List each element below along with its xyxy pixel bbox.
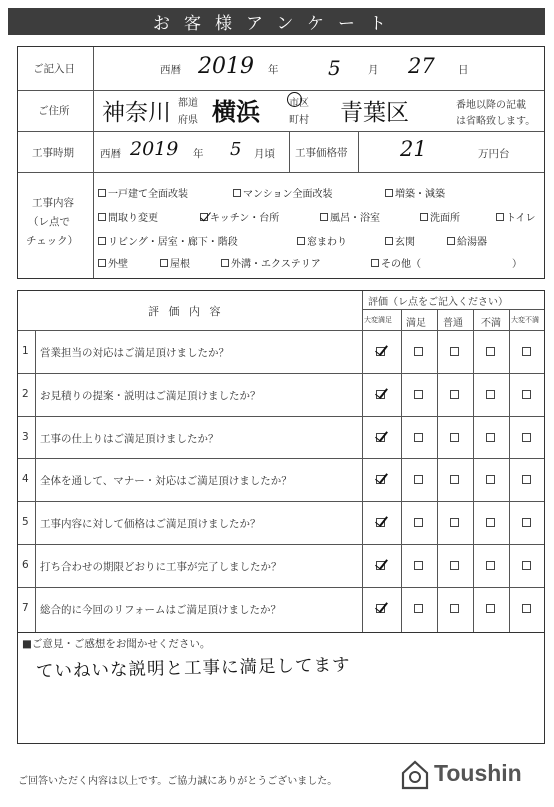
work-option-label: 洗面所 <box>430 213 460 224</box>
work-option-label: マンション全面改装 <box>243 189 333 200</box>
scale-label-neutral: 普通 <box>443 318 463 329</box>
date-day-value[interactable]: 27 <box>408 54 435 78</box>
question-text: 総合的に今回のリフォームはご満足頂けましたか？ <box>40 604 281 616</box>
rating-checkbox[interactable] <box>486 604 495 613</box>
rating-checkbox[interactable] <box>450 561 459 570</box>
date-month-unit: 月 <box>368 64 379 76</box>
work-option-label: その他（ <box>381 259 421 270</box>
period-year-unit: 年 <box>193 148 204 160</box>
rating-checkbox-checked[interactable] <box>376 347 385 356</box>
work-option[interactable] <box>98 209 158 224</box>
rating-checkbox-checked[interactable] <box>376 561 385 570</box>
rating-checkbox-checked[interactable] <box>376 604 385 613</box>
rating-checkbox[interactable] <box>522 518 531 527</box>
work-option[interactable] <box>420 209 460 224</box>
work-checkbox[interactable] <box>447 237 455 245</box>
period-month-value[interactable]: 5 <box>230 139 242 160</box>
question-text: お見積りの提案・説明はご満足頂けましたか？ <box>40 390 261 402</box>
work-option[interactable] <box>221 255 321 270</box>
rating-checkbox-checked[interactable] <box>376 433 385 442</box>
address-label: ご住所 <box>38 105 70 117</box>
work-option-label: 外壁 <box>108 259 128 270</box>
question-number: 3 <box>22 431 29 443</box>
work-option-label: キッチン・台所 <box>210 213 280 224</box>
work-label-line3: チェック） <box>26 235 79 247</box>
work-checkbox[interactable] <box>297 237 305 245</box>
address-note-line2: は省略致します。 <box>456 116 536 127</box>
price-unit: 万円台 <box>478 148 510 160</box>
price-label: 工事価格帯 <box>295 147 348 159</box>
question-text: 打ち合わせの期限どおりに工事が完了しましたか？ <box>40 561 282 573</box>
date-day-unit: 日 <box>458 64 469 76</box>
house-logo-icon <box>400 758 430 790</box>
work-checkbox[interactable] <box>98 189 106 197</box>
question-number: 1 <box>22 345 29 357</box>
work-option-label: 玄関 <box>395 237 415 248</box>
date-year-value[interactable]: 2019 <box>198 54 254 79</box>
rating-checkbox[interactable] <box>486 518 495 527</box>
work-option-label: 屋根 <box>170 259 190 270</box>
rating-checkbox[interactable] <box>522 475 531 484</box>
work-checkbox-checked[interactable] <box>200 213 208 221</box>
date-era: 西暦 <box>160 64 181 76</box>
work-option[interactable] <box>98 185 188 200</box>
work-checkbox[interactable] <box>98 213 106 221</box>
rating-checkbox[interactable] <box>486 390 495 399</box>
work-option[interactable] <box>320 209 380 224</box>
work-option[interactable] <box>98 255 128 270</box>
work-option[interactable] <box>160 255 190 270</box>
work-checkbox[interactable] <box>98 259 106 267</box>
rating-checkbox[interactable] <box>450 604 459 613</box>
comments-prompt: ■ご意見・ご感想をお聞かせください。 <box>22 638 211 650</box>
rating-checkbox[interactable] <box>414 433 423 442</box>
question-number: 5 <box>22 516 29 528</box>
scale-label-very-satisfied: 大変満足 <box>364 316 392 324</box>
work-option-label: 給湯器 <box>457 237 487 248</box>
work-checkbox[interactable] <box>221 259 229 267</box>
city-suffix-bottom: 町村 <box>289 115 309 126</box>
period-year-value[interactable]: 2019 <box>130 138 179 160</box>
rating-checkbox[interactable] <box>414 518 423 527</box>
ward-value[interactable]: 青葉区 <box>340 100 409 126</box>
work-option[interactable] <box>200 209 279 224</box>
rating-checkbox-checked[interactable] <box>376 390 385 399</box>
work-option[interactable] <box>371 255 421 270</box>
survey-rating-header: 評価（レ点をご記入ください） <box>368 297 508 308</box>
address-note-line1: 番地以降の記載 <box>456 100 526 111</box>
pref-suffix-top: 都道 <box>178 98 198 109</box>
work-option-label: 窓まわり <box>307 237 347 248</box>
question-number: 7 <box>22 602 29 614</box>
work-checkbox[interactable] <box>98 237 106 245</box>
footer-note: ご回答いただく内容は以上です。ご協力誠にありがとうございました。 <box>18 776 338 787</box>
price-value[interactable]: 21 <box>400 137 427 161</box>
work-option[interactable] <box>233 185 333 200</box>
scale-label-very-dissatisfied: 大変不満 <box>511 316 539 324</box>
work-option[interactable] <box>447 233 487 248</box>
work-checkbox[interactable] <box>371 259 379 267</box>
rating-checkbox[interactable] <box>414 347 423 356</box>
rating-checkbox[interactable] <box>450 347 459 356</box>
work-option[interactable] <box>496 209 536 224</box>
city-suffix-top: 市区 <box>289 98 309 109</box>
date-month-value[interactable]: 5 <box>328 56 341 80</box>
city-value[interactable]: 横浜 <box>212 97 260 126</box>
work-checkbox[interactable] <box>233 189 241 197</box>
rating-checkbox[interactable] <box>414 390 423 399</box>
prefecture-value[interactable]: 神奈川 <box>102 100 171 126</box>
rating-checkbox-checked[interactable] <box>376 475 385 484</box>
rating-checkbox[interactable] <box>486 561 495 570</box>
rating-checkbox[interactable] <box>450 390 459 399</box>
form-title: お客様アンケート <box>8 8 545 35</box>
scale-label-satisfied: 満足 <box>406 318 426 329</box>
rating-checkbox[interactable] <box>486 475 495 484</box>
period-era: 西暦 <box>100 148 121 160</box>
pref-suffix-bottom: 府県 <box>178 115 198 126</box>
rating-checkbox[interactable] <box>522 390 531 399</box>
work-option[interactable] <box>297 233 347 248</box>
work-checkbox[interactable] <box>385 189 393 197</box>
work-checkbox[interactable] <box>320 213 328 221</box>
rating-checkbox[interactable] <box>486 433 495 442</box>
brand-logo-text: Toushin <box>434 760 522 786</box>
rating-checkbox[interactable] <box>450 475 459 484</box>
question-number: 6 <box>22 559 29 571</box>
date-label: ご記入日 <box>33 63 75 75</box>
work-option-label: 風呂・浴室 <box>330 213 380 224</box>
work-option-label: 外溝・エクステリア <box>231 259 321 270</box>
comments-text[interactable]: ていねいな説明と工事に満足してます <box>35 655 351 682</box>
question-text: 工事内容に対して価格はご満足頂けましたか？ <box>40 518 261 530</box>
work-label-line2: （レ点で <box>28 216 70 228</box>
question-text: 工事の仕上りはご満足頂けましたか？ <box>40 433 219 445</box>
work-label-line1: 工事内容 <box>32 197 74 209</box>
work-option-label: 間取り変更 <box>108 213 158 224</box>
rating-checkbox[interactable] <box>414 475 423 484</box>
rating-checkbox[interactable] <box>522 433 531 442</box>
work-option-label: 一戸建て全面改装 <box>108 189 188 200</box>
date-year-unit: 年 <box>268 64 279 76</box>
work-option[interactable] <box>98 233 238 248</box>
work-option[interactable] <box>385 233 415 248</box>
question-text: 全体を通して、マナー・対応はご満足頂けましたか？ <box>40 475 292 487</box>
rating-checkbox[interactable] <box>450 433 459 442</box>
work-option-label: リビング・居室・廊下・階段 <box>108 237 238 248</box>
rating-checkbox[interactable] <box>522 347 531 356</box>
work-option-label: 増築・減築 <box>395 189 445 200</box>
scale-label-dissatisfied: 不満 <box>481 318 501 329</box>
rating-checkbox[interactable] <box>522 604 531 613</box>
question-text: 営業担当の対応はご満足頂けましたか？ <box>40 347 229 359</box>
work-checkbox[interactable] <box>496 213 504 221</box>
rating-checkbox[interactable] <box>414 561 423 570</box>
period-label: 工事時期 <box>32 147 74 159</box>
work-option-label: トイレ <box>506 213 536 224</box>
survey-table <box>17 290 545 633</box>
question-number: 2 <box>22 388 29 400</box>
rating-checkbox[interactable] <box>522 561 531 570</box>
rating-checkbox[interactable] <box>450 518 459 527</box>
work-checkbox[interactable] <box>160 259 168 267</box>
work-option[interactable] <box>385 185 445 200</box>
rating-checkbox[interactable] <box>414 604 423 613</box>
rating-checkbox[interactable] <box>486 347 495 356</box>
work-checkbox[interactable] <box>385 237 393 245</box>
other-close-paren: ） <box>512 259 522 270</box>
survey-content-header: 評 価 内 容 <box>148 305 224 318</box>
period-month-unit: 月頃 <box>254 148 275 160</box>
work-checkbox[interactable] <box>420 213 428 221</box>
question-number: 4 <box>22 473 29 485</box>
rating-checkbox-checked[interactable] <box>376 518 385 527</box>
